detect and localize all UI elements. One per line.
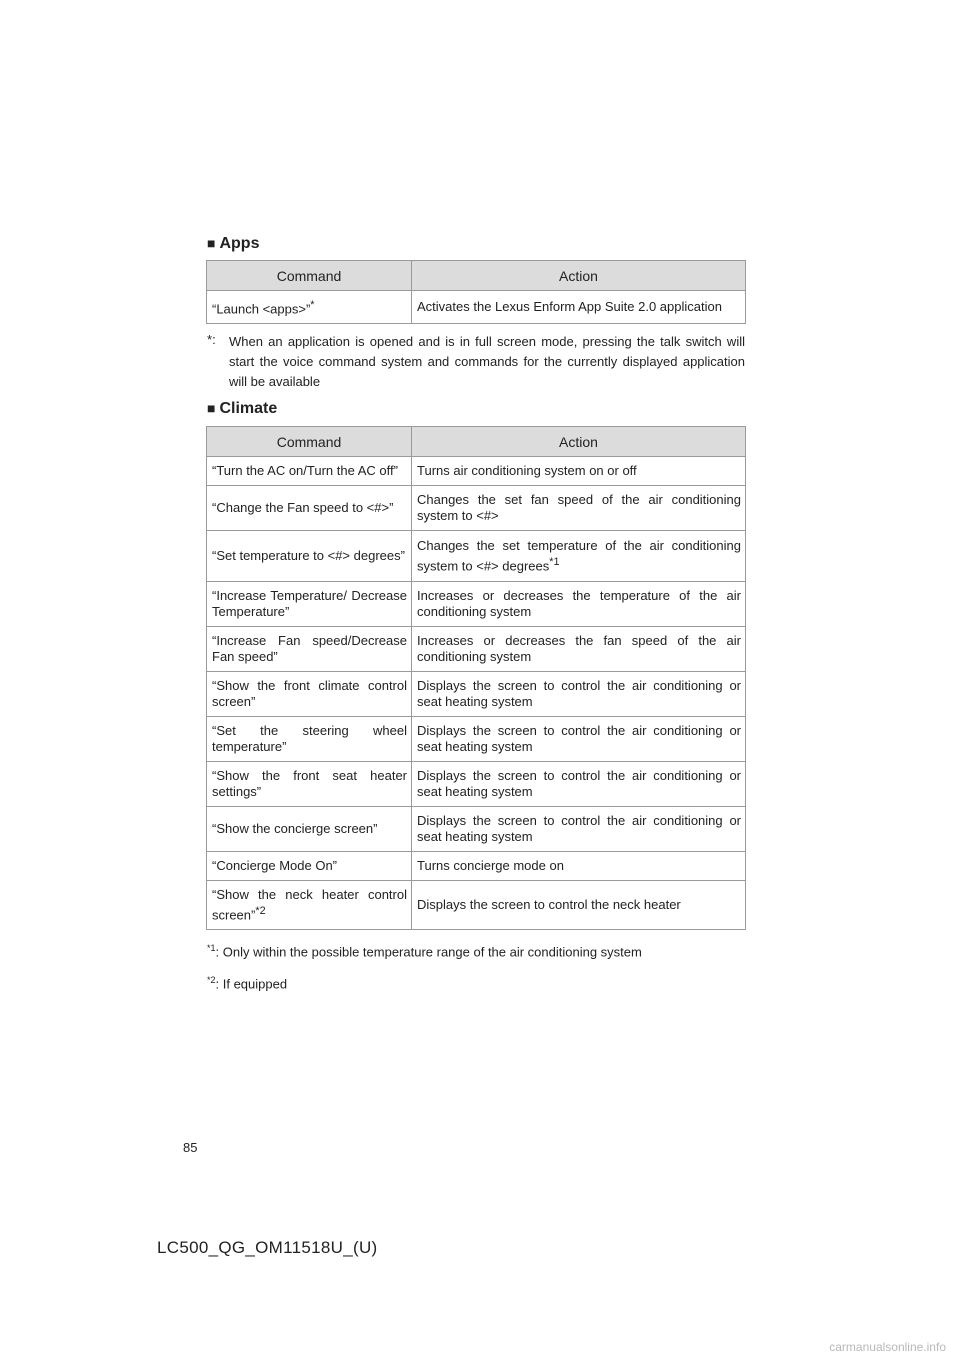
footnote-mark: * [310,299,315,311]
footnote-mark: *1 [207,943,216,953]
apps-table [206,260,746,324]
action-cell: Turns air conditioning system on or off [412,457,746,486]
command-cell: “Set temperature to <#> degrees” [207,531,412,582]
table-row [207,582,746,627]
command-cell: “Increase Temperature/ Decrease Temperature” [207,582,412,627]
action-cell: Changes the set temperature of the air conditioning system to <#> degrees$^{*1}$ [412,531,746,582]
table-row [207,627,746,672]
column-header-action: Action [412,261,746,291]
apps-footnote-text: When an application is opened and is in full screen mode, pressing the talk switch will start the voice command system and commands for the currently displayed application will be available [229,334,745,389]
action-cell: Changes the set fan speed of the air conditioning system to <#> [412,486,746,531]
command-cell: “Show the front seat heater settings” [207,762,412,807]
action-cell: Turns concierge mode on [412,852,746,881]
table-row [207,881,746,930]
action-cell: Increases or decreases the temperature of the air conditioning system [412,582,746,627]
footnote-mark: *2 [255,905,266,917]
command-cell: “Show the concierge screen” [207,807,412,852]
table-row [207,457,746,486]
command-cell: “Turn the AC on/Turn the AC off” [207,457,412,486]
table-row [207,531,746,582]
square-bullet-icon: ■ [207,400,216,416]
command-cell: “Launch <apps>”* [207,291,412,324]
action-cell: Displays the screen to control the air conditioning or seat heating system [412,672,746,717]
climate-footnote-1: $^{*1}$: Only within the possible temperature range of the air conditioning system [207,943,642,960]
page-number: 85 [183,1140,198,1155]
table-row [207,807,746,852]
action-cell: Displays the screen to control the air conditioning or seat heating system [412,762,746,807]
climate-table [206,426,746,930]
table-row [207,762,746,807]
action-cell: Displays the screen to control the air conditioning or seat heating system [412,717,746,762]
column-header-command: Command [207,261,412,291]
table-row [207,672,746,717]
table-row [207,852,746,881]
footnote-mark: *1 [549,555,560,568]
apps-heading: ■ Apps [207,235,260,252]
column-header-command: Command [207,427,412,457]
document-code: LC500_QG_OM11518U_(U) [157,1238,378,1257]
command-cell: “Concierge Mode On” [207,852,412,881]
footnote-mark: *2 [207,975,216,985]
command-cell: “Increase Fan speed/Decrease Fan speed” [207,627,412,672]
square-bullet-icon: ■ [207,235,216,251]
action-cell: Increases or decreases the fan speed of the air conditioning system [412,627,746,672]
command-cell: “Set the steering wheel temperature” [207,717,412,762]
table-row [207,291,746,324]
action-cell: Displays the screen to control the neck heater [412,881,746,930]
action-cell: Displays the screen to control the air conditioning or seat heating system [412,807,746,852]
table-row [207,717,746,762]
command-cell: “Show the front climate control screen” [207,672,412,717]
table-header-row [207,261,746,291]
table-row [207,486,746,531]
command-cell: “Change the Fan speed to <#>” [207,486,412,531]
apps-footnote-mark: *: [207,332,216,347]
column-header-action: Action [412,427,746,457]
climate-footnote-2: $^{*2}$: If equipped [207,975,288,992]
table-header-row [207,427,746,457]
command-cell: “Show the neck heater control screen”$^{*2}$ [207,881,412,930]
action-cell: Activates the Lexus Enform App Suite 2.0 application [412,291,746,324]
climate-heading: ■ Climate [207,400,278,417]
watermark: carmanualsonline.info [829,1340,946,1354]
